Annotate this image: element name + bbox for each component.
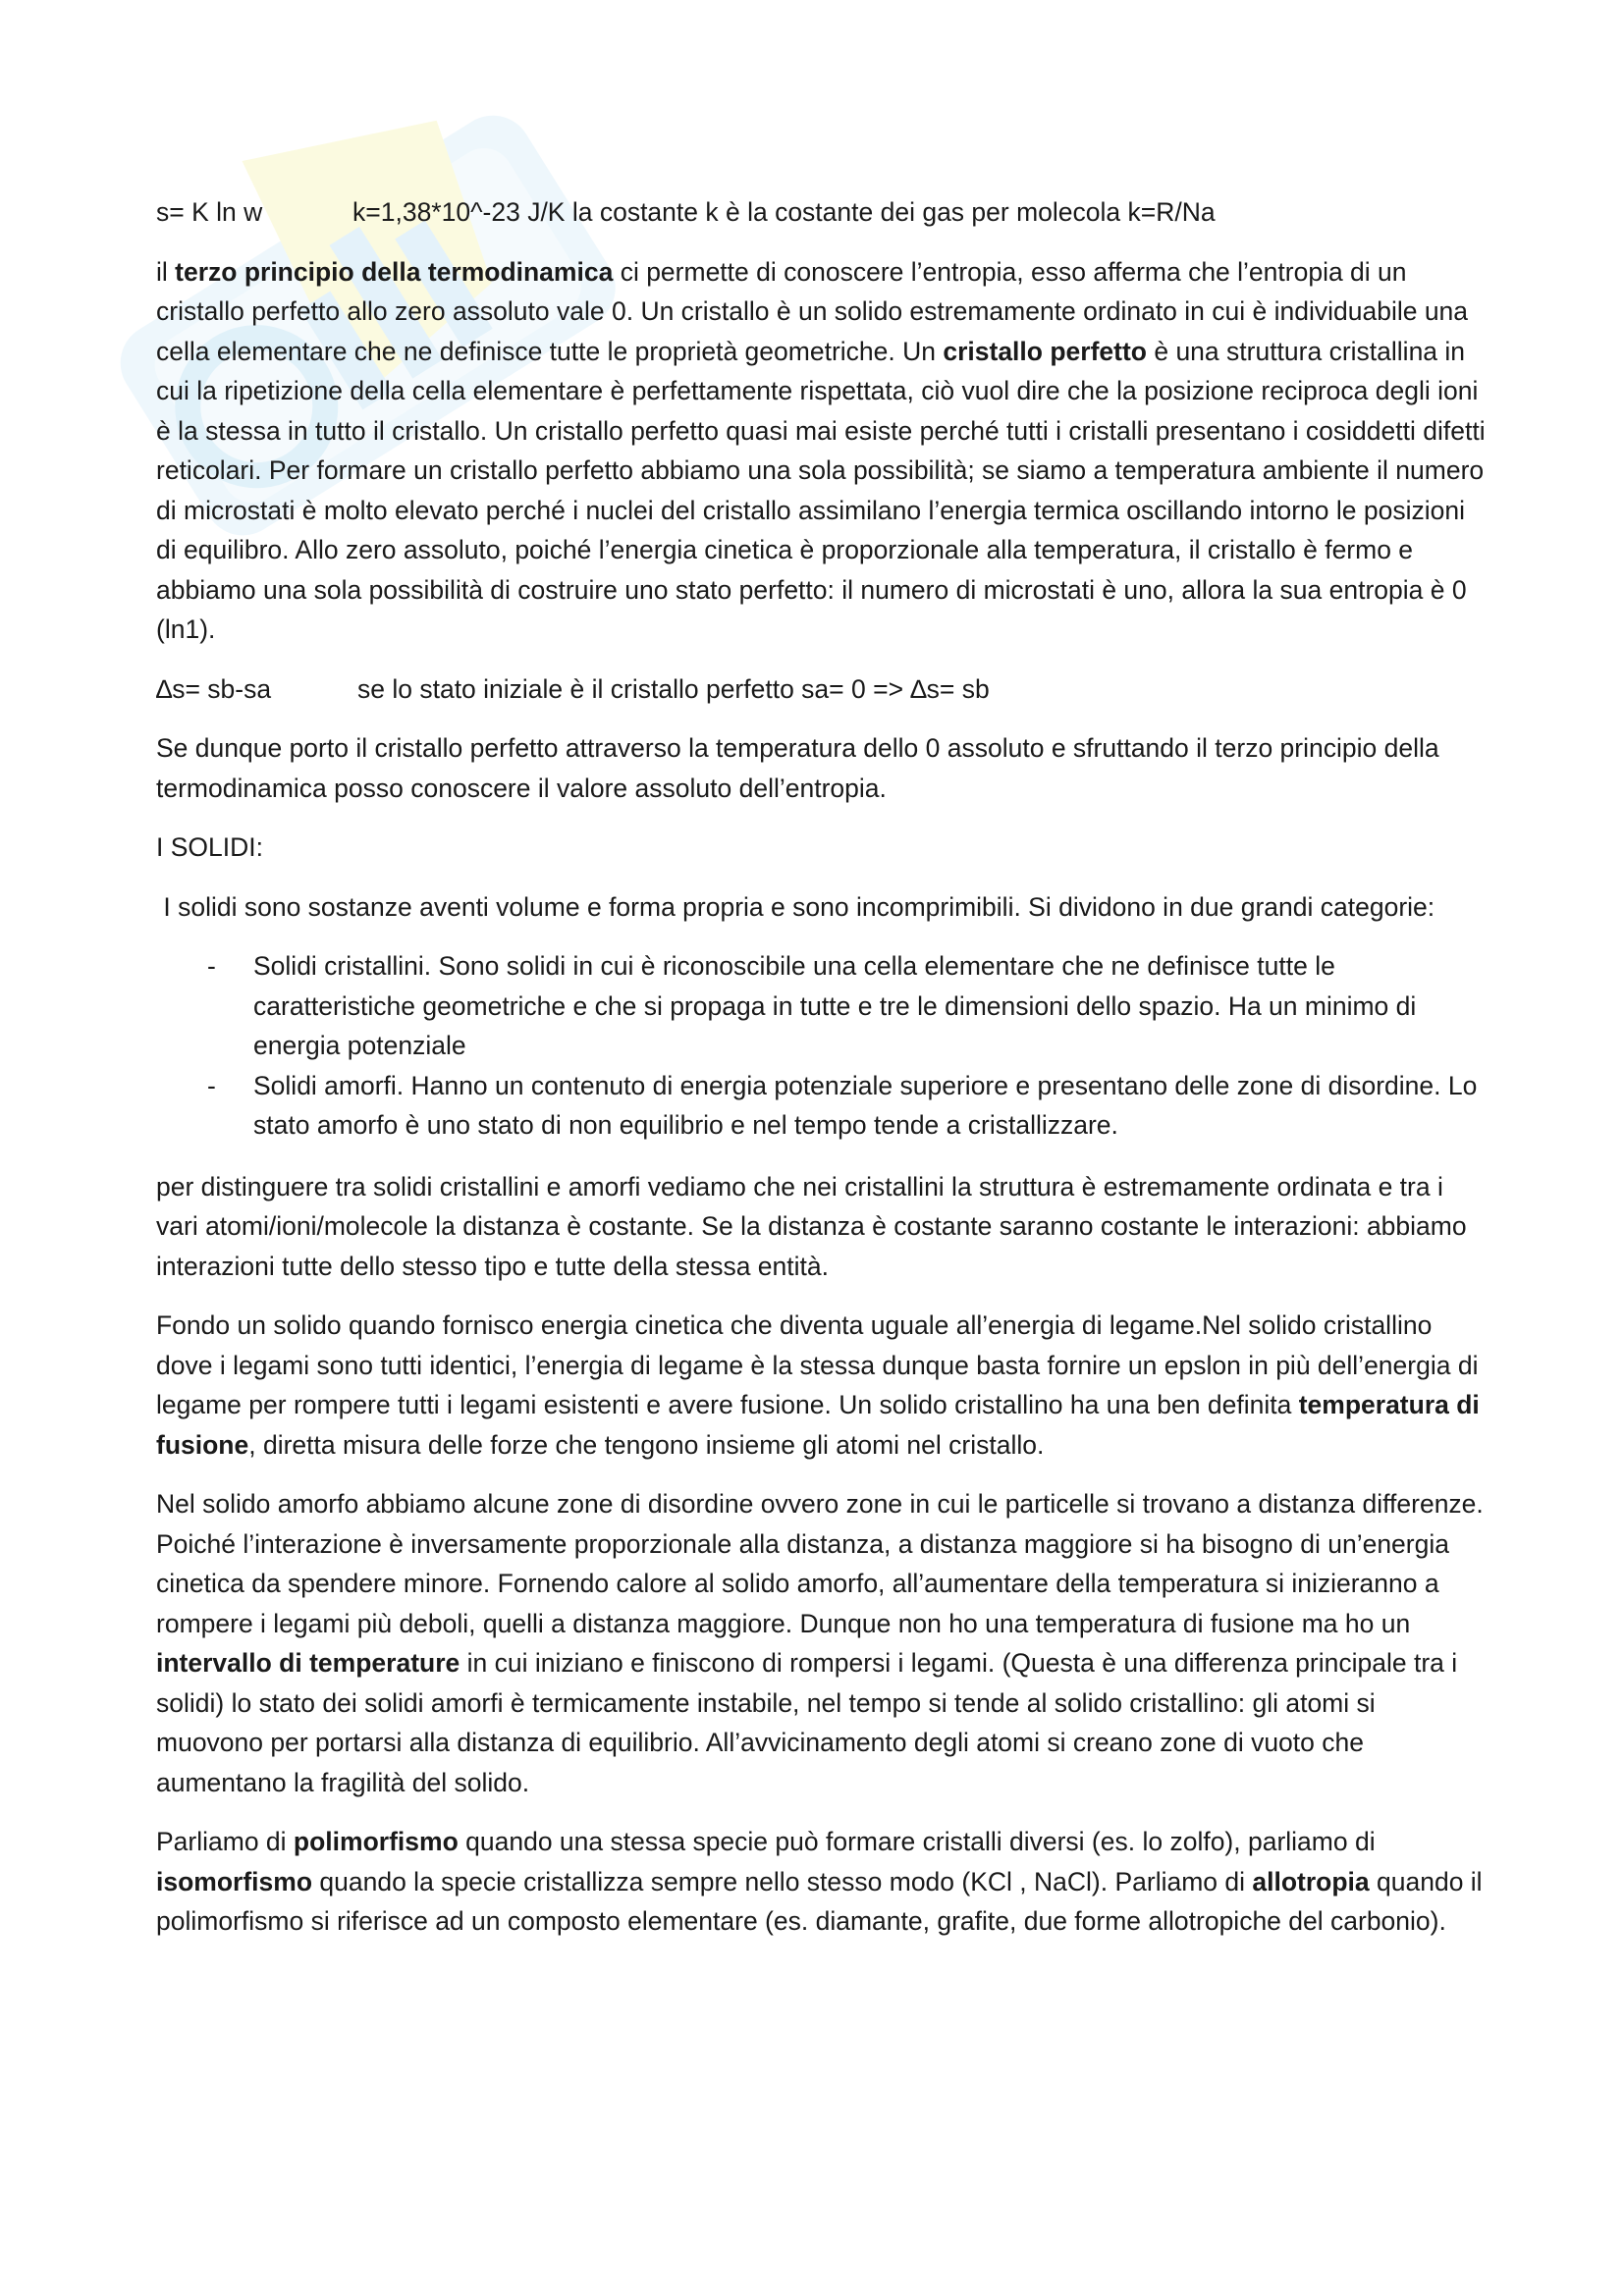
paragraph-third-principle: il terzo principio della termodinamica ci permette di conoscere l’entropia, esso afferma che l’entropia di un cristallo perfetto allo zero assoluto vale 0. Un cristallo è un solido estremamente ordinato in cui è individuabile una cella elementare che ne definisce tutte le proprietà geometriche. Un cristallo perfetto è una struttura cristallina in cui la ripetizione della cella elementare è perfettamente rispettata, ciò vuol dire che la posizione reciproca degli ioni è la stessa in tutto il cristallo. Un cristallo perfetto quasi mai esiste perché tutti i cristalli presentano i cosiddetti difetti reticolari. Per formare un cristallo perfetto abbiamo una sola possibilità; se siamo a temperatura ambiente il numero di microstati è molto elevato perché i nuclei del cristallo assimilano l’energia termica oscillando intorno le posizioni di equilibro. Allo zero assoluto, poiché l’energia cinetica è proporzionale alla temperatura, il cristallo è fermo e abbiamo una sola possibilità di costruire uno stato perfetto: il numero di microstati è uno, allora la sua entropia è 0 (ln1). [156, 256, 1486, 644]
paragraph-solids-intro: I solidi sono sostanze aventi volume e forma propria e sono incomprimibili. Si dividono in due grandi categorie: [156, 891, 1435, 922]
paragraph-crystal-vs-amorphous: per distinguere tra solidi cristallini e amorfi vediamo che nei cristallini la struttura è estremamente ordinata e tra i vari atomi/ioni/molecole la distanza è costante. Se la distanza è costante saranno costante le interazioni: abbiamo interazioni tutte dello stesso tipo e tutte della stessa entità. [156, 1171, 1467, 1281]
paragraph-melting: Fondo un solido quando fornisco energia cinetica che diventa uguale all’energia di legame.Nel solido cristallino dove i legami sono tutti identici, l’energia di legame è la stessa dunque basta fornire un epslon in più dell’energia di legame per rompere tutti i legami esistenti e avere fusione. Un solido cristallino ha una ben definita temperatura di fusione, diretta misura delle forze che tengono insieme gli atomi nel cristallo. [156, 1310, 1480, 1460]
paragraph-amorphous-solid: Nel solido amorfo abbiamo alcune zone di disordine ovvero zone in cui le particelle si trovano a distanza differenze. Poiché l’interazione è inversamente proporzionale alla distanza, a distanza maggiore si ha bisogno di un’energia cinetica da spendere minore. Fornendo calore al solido amorfo, all’aumentare della temperatura si inizieranno a rompere i legami più deboli, quelli a distanza maggiore. Dunque non ho una temperatura di fusione ma ho un intervallo di temperature in cui iniziano e finiscono di rompersi i legami. (Questa è una differenza principale tra i solidi) lo stato dei solidi amorfi è termicamente instabile, nel tempo si tende al solido cristallino: gli atomi si muovono per portarsi alla distanza di equilibrio. All’avvicinamento degli atomi si creano zone di vuoto che aumentano la fragilità del solido. [156, 1489, 1484, 1797]
bold-term: isomorfismo [156, 1866, 313, 1896]
list-item-text: Solidi cristallini. Sono solidi in cui è riconoscibile una cella elementare che ne definisce tutte le caratteristiche geometriche e che si propaga in tutte e tre le dimensioni dello spazio. Ha un minimo di energia potenziale [253, 951, 1417, 1060]
entropy-formula-line [156, 192, 1487, 233]
boltzmann-formula: s= K ln w [156, 197, 263, 227]
paragraph-absolute-entropy: Se dunque porto il cristallo perfetto attraverso la temperatura dello 0 assoluto e sfruttando il terzo principio della termodinamica posso conoscere il valore assoluto dell’entropia. [156, 733, 1439, 803]
section-heading: I SOLIDI: [156, 832, 263, 862]
bold-term: allotropia [1252, 1866, 1370, 1896]
bold-term: cristallo perfetto [943, 336, 1147, 366]
list-item [156, 946, 1487, 1066]
bold-term: intervallo di temperature [156, 1648, 460, 1678]
delta-note: se lo stato iniziale è il cristallo perfetto sa= 0 => ∆s= sb [357, 673, 990, 704]
bold-term: polimorfismo [293, 1827, 459, 1856]
paragraph-polymorphism: Parliamo di polimorfismo quando una stessa specie può formare cristalli diversi (es. lo zolfo), parliamo di isomorfismo quando la specie cristallizza sempre nello stesso modo (KCl , NaCl). Parliamo di allotropia quando il polimorfismo si riferisce ad un composto elementare (es. diamante, grafite, due forme allotropiche del carbonio). [156, 1827, 1483, 1936]
list-item-text: Solidi amorfi. Hanno un contenuto di energia potenziale superiore e presentano delle zone di disordine. Lo stato amorfo è uno stato di non equilibrio e nel tempo tende a cristallizzare. [253, 1070, 1478, 1140]
list-dash: - [207, 951, 216, 981]
solids-categories-list [156, 946, 1487, 1146]
bold-term: temperatura di fusione [156, 1390, 1480, 1460]
delta-formula: ∆s= sb-sa [156, 673, 272, 704]
document-page [156, 192, 1487, 1961]
list-item [156, 1066, 1487, 1146]
list-dash: - [207, 1070, 216, 1100]
boltzmann-constant-note: k=1,38*10^-23 J/K la costante k è la costante dei gas per molecola k=R/Na [352, 197, 1216, 227]
delta-entropy-line [156, 669, 1487, 710]
bold-term: terzo principio della termodinamica [175, 256, 614, 287]
